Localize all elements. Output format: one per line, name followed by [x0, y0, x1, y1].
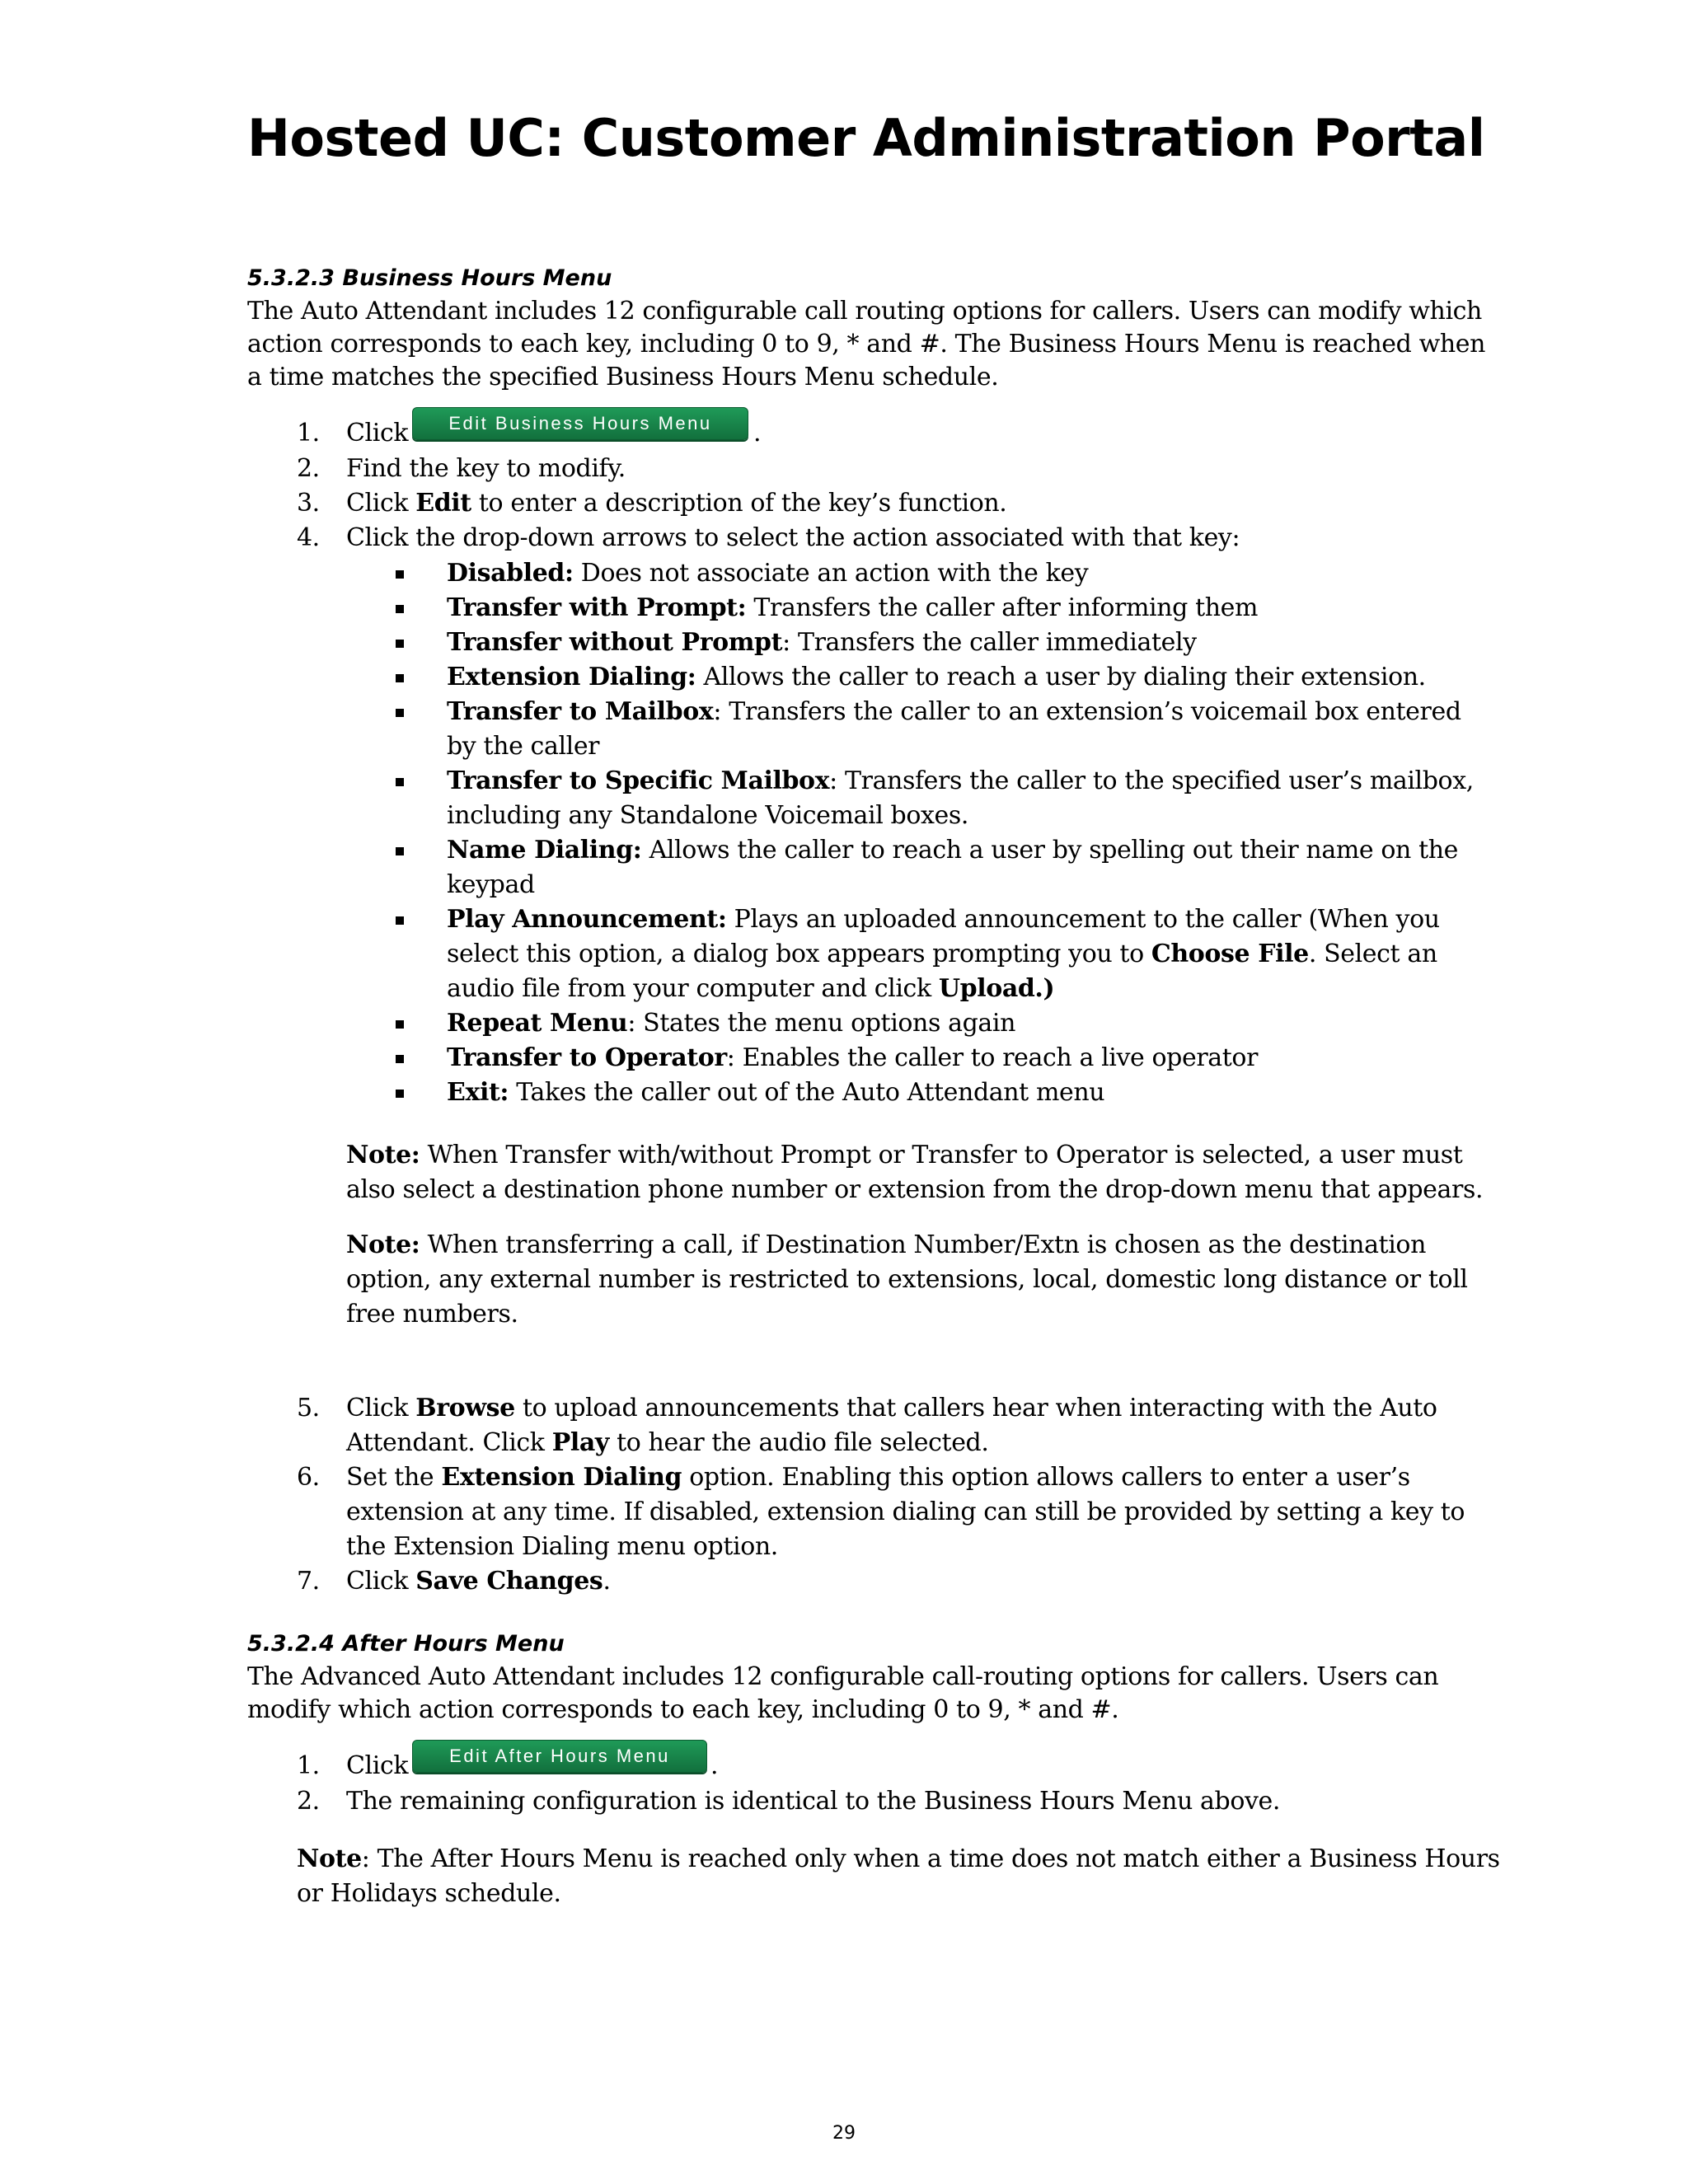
step-text: The remaining configuration is identical to the Business Hours Menu above.	[346, 1787, 1281, 1816]
action-name: Transfer without Prompt	[447, 628, 783, 657]
action-description: including any Standalone Voicemail boxes.	[447, 801, 969, 830]
step-bold: Browse	[415, 1394, 515, 1422]
action-name: Extension Dialing:	[447, 663, 696, 691]
intro-line: a time matches the specified Business Hours Menu schedule.	[247, 363, 999, 391]
page-number: 29	[832, 2123, 856, 2144]
note-after-hours	[297, 1842, 1500, 1911]
bullet-icon	[396, 1090, 404, 1098]
note-transfer-destination	[346, 1138, 1483, 1207]
note-text: : The After Hours Menu is reached only when a time does not match either a Business Hours	[361, 1844, 1500, 1873]
action-description: : States the menu options again	[627, 1009, 1015, 1038]
bullet-icon	[396, 709, 404, 717]
note-label: Note:	[346, 1230, 420, 1259]
step-bold: Edit	[415, 489, 471, 518]
step-text: Find the key to modify.	[346, 454, 626, 483]
note-label: Note	[297, 1844, 362, 1873]
bullet-icon	[396, 847, 404, 855]
action-description: Allows the caller to reach a user by spelling out their name on the	[641, 836, 1459, 865]
note-text: When Transfer with/without Prompt or Transfer to Operator is selected, a user must	[420, 1141, 1463, 1169]
step-text: Click the drop-down arrows to select the action associated with that key:	[346, 523, 1240, 552]
note-text: free numbers.	[346, 1300, 518, 1329]
action-name: Transfer to Mailbox	[447, 697, 714, 726]
bullet-icon	[396, 674, 404, 682]
action-description: keypad	[447, 870, 535, 899]
edit-after-hours-menu-button[interactable]: Edit After Hours Menu	[412, 1740, 707, 1773]
action-description: Plays an uploaded announcement to the caller (When you	[726, 905, 1440, 934]
action-description: by the caller	[447, 732, 600, 761]
list-number: 4.	[297, 523, 320, 552]
after-hours-intro	[247, 1661, 1438, 1727]
step-text: to upload announcements that callers hear when interacting with the Auto	[514, 1394, 1437, 1422]
action-name: Transfer with Prompt:	[447, 593, 747, 622]
bullet-icon	[396, 570, 404, 579]
step-text: .	[603, 1567, 611, 1596]
action-name: Repeat Menu	[447, 1009, 628, 1038]
action-description: Allows the caller to reach a user by dialing their extension.	[696, 663, 1426, 691]
step-bold: Extension Dialing	[441, 1463, 682, 1492]
step-bold: Play	[551, 1428, 609, 1457]
step-text: Click	[346, 1394, 416, 1422]
action-name: Exit:	[447, 1078, 509, 1107]
note-external-number	[346, 1228, 1468, 1332]
list-number: 2.	[297, 454, 320, 483]
list-number: 5.	[297, 1394, 320, 1422]
edit-business-hours-menu-button[interactable]: Edit Business Hours Menu	[412, 407, 748, 440]
action-name: Transfer to Operator	[447, 1043, 727, 1072]
step-text: extension at any time. If disabled, extension dialing can still be provided by setting a key to	[346, 1497, 1465, 1526]
action-name: Transfer to Specific Mailbox	[447, 766, 830, 795]
action-name: Disabled:	[447, 559, 574, 588]
section-heading-business-hours: 5.3.2.3 Business Hours Menu	[247, 265, 612, 291]
bullet-icon	[396, 1055, 404, 1063]
intro-line: action corresponds to each key, including 0 to 9, * and #. The Business Hours Menu is reached when	[247, 330, 1486, 359]
action-description: : Enables the caller to reach a live operator	[726, 1043, 1259, 1072]
step-bold: Save Changes	[415, 1567, 603, 1596]
list-number: 1.	[297, 419, 320, 448]
step-text: Set the	[346, 1463, 442, 1492]
action-description: . Select an	[1308, 940, 1437, 968]
list-number: 1.	[297, 1751, 320, 1780]
action-description: Takes the caller out of the Auto Attendant menu	[509, 1078, 1105, 1107]
note-text: option, any external number is restricted to extensions, local, domestic long distance or toll	[346, 1265, 1468, 1294]
step-text: option. Enabling this option allows callers to enter a user’s	[682, 1463, 1410, 1492]
intro-line: The Auto Attendant includes 12 configurable call routing options for callers. Users can modify which	[247, 297, 1482, 326]
list-number: 2.	[297, 1787, 320, 1816]
note-text: or Holidays schedule.	[297, 1879, 561, 1908]
business-hours-intro	[247, 295, 1485, 394]
step-text: Click	[346, 489, 416, 518]
intro-line: The Advanced Auto Attendant includes 12 configurable call-routing options for callers. Users can	[247, 1662, 1439, 1691]
action-description: : Transfers the caller immediately	[782, 628, 1197, 657]
step-punctuation: .	[753, 419, 762, 448]
bullet-icon	[396, 640, 404, 648]
step-text: to enter a description of the key’s function.	[471, 489, 1007, 518]
note-label: Note:	[346, 1141, 420, 1169]
action-description: audio file from your computer and click	[447, 974, 939, 1003]
bullet-icon	[396, 916, 404, 925]
action-name: Name Dialing:	[447, 836, 642, 865]
action-bold: Upload.)	[938, 974, 1055, 1003]
note-text: also select a destination phone number or extension from the drop-down menu that appears.	[346, 1175, 1484, 1204]
list-number: 6.	[297, 1463, 320, 1492]
step-text: to hear the audio file selected.	[608, 1428, 989, 1457]
step-text: Click	[346, 1751, 409, 1780]
action-description: : Transfers the caller to an extension’s voicemail box entered	[713, 697, 1461, 726]
step-text: Click	[346, 419, 409, 448]
action-bold: Choose File	[1151, 940, 1309, 968]
action-description: select this option, a dialog box appears prompting you to	[447, 940, 1151, 968]
document-title: Hosted UC: Customer Administration Portal	[247, 108, 1485, 168]
bullet-icon	[396, 605, 404, 613]
bullet-icon	[396, 1020, 404, 1029]
section-heading-after-hours: 5.3.2.4 After Hours Menu	[247, 1631, 565, 1657]
action-description: : Transfers the caller to the specified user’s mailbox,	[829, 766, 1474, 795]
step-punctuation: .	[710, 1751, 719, 1780]
step-text: the Extension Dialing menu option.	[346, 1532, 778, 1561]
action-name: Play Announcement:	[447, 905, 727, 934]
list-number: 7.	[297, 1567, 320, 1596]
step-text: Click	[346, 1567, 416, 1596]
note-text: When transferring a call, if Destination Number/Extn is chosen as the destination	[420, 1230, 1426, 1259]
action-description: Does not associate an action with the key	[573, 559, 1089, 588]
action-description: Transfers the caller after informing them	[746, 593, 1259, 622]
bullet-icon	[396, 778, 404, 786]
list-number: 3.	[297, 489, 320, 518]
step-text: Attendant. Click	[346, 1428, 552, 1457]
intro-line: modify which action corresponds to each key, including 0 to 9, * and #.	[247, 1695, 1119, 1724]
